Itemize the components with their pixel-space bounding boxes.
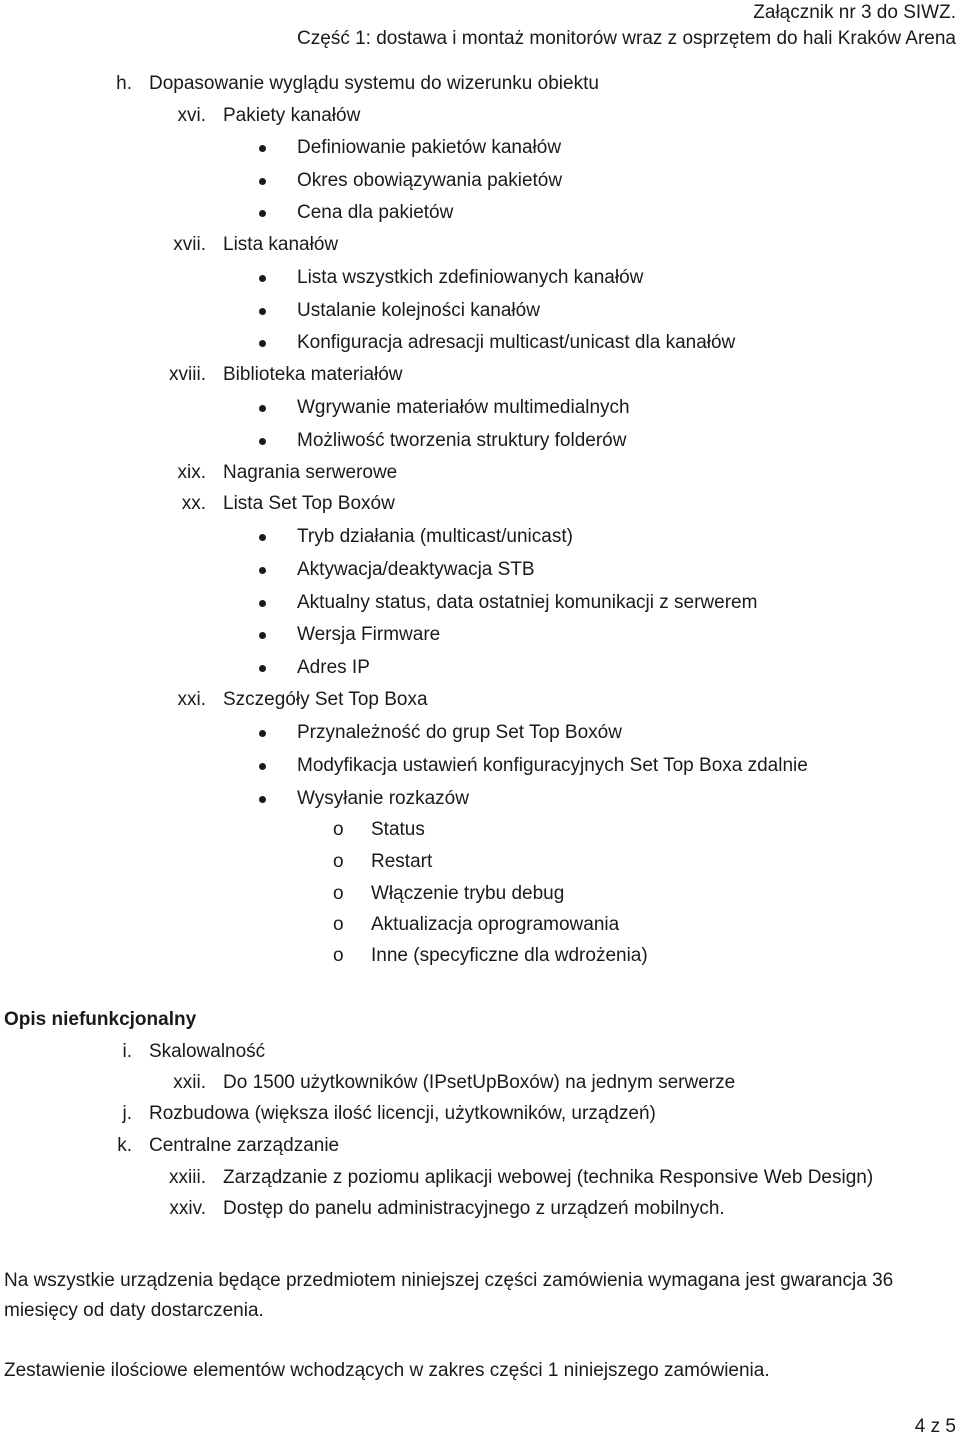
bullet-icon	[259, 632, 266, 639]
circle-bullet-icon: o	[333, 851, 344, 872]
list-item-text: Skalowalność	[149, 1041, 266, 1062]
sub-bullet-text: Włączenie trybu debug	[371, 883, 565, 904]
section-heading-text: Opis niefunkcjonalny	[4, 1009, 197, 1030]
circle-bullet-icon: o	[333, 945, 344, 966]
list-item-text: Lista Set Top Boxów	[223, 493, 395, 514]
list-marker: xvii.	[173, 234, 206, 255]
bullet-icon	[259, 600, 266, 607]
bullet-icon	[259, 534, 266, 541]
list-item-text: Pakiety kanałów	[223, 105, 361, 126]
list-item-text: Dostęp do panelu administracyjnego z urządzeń mobilnych.	[223, 1198, 725, 1219]
list-marker: xix.	[177, 462, 206, 483]
sub-bullet-text: Status	[371, 819, 425, 840]
list-marker: xvi.	[177, 105, 206, 126]
summary-paragraph: Zestawienie ilościowe elementów wchodzących w zakres części 1 niniejszego zamówienia.	[4, 1360, 770, 1381]
bullet-icon	[259, 763, 266, 770]
bullet-text: Wgrywanie materiałów multimedialnych	[297, 397, 630, 418]
bullet-text: Adres IP	[297, 657, 370, 678]
bullet-text: Tryb działania (multicast/unicast)	[297, 526, 573, 547]
bullet-icon	[259, 210, 266, 217]
bullet-text: Okres obowiązywania pakietów	[297, 170, 563, 191]
list-item-text: Zarządzanie z poziomu aplikacji webowej (technika Responsive Web Design)	[223, 1167, 874, 1188]
bullet-text: Przynależność do grup Set Top Boxów	[297, 722, 622, 743]
bullet-text: Wysyłanie rozkazów	[297, 788, 469, 809]
bullet-text: Lista wszystkich zdefiniowanych kanałów	[297, 267, 644, 288]
circle-bullet-icon: o	[333, 914, 344, 935]
list-marker: xx.	[181, 493, 206, 514]
bullet-icon	[259, 665, 266, 672]
bullet-text: Aktywacja/deaktywacja STB	[297, 559, 535, 580]
bullet-icon	[259, 567, 266, 574]
list-item-text: Rozbudowa (większa ilość licencji, użytkowników, urządzeń)	[149, 1103, 656, 1124]
bullet-icon	[259, 308, 266, 315]
circle-bullet-icon: o	[333, 819, 344, 840]
bullet-text: Konfiguracja adresacji multicast/unicast dla kanałów	[297, 332, 736, 353]
warranty-paragraph: Na wszystkie urządzenia będące przedmiotem niniejszej części zamówienia wymagana jest gwarancja 36 miesięcy od daty dostarczenia.	[4, 1270, 894, 1321]
list-item-text: Nagrania serwerowe	[223, 462, 398, 483]
bullet-icon	[259, 275, 266, 282]
sub-bullet-text: Restart	[371, 851, 433, 872]
bullet-text: Cena dla pakietów	[297, 202, 454, 223]
list-marker: h.	[116, 73, 132, 94]
bullet-text: Aktualny status, data ostatniej komunikacji z serwerem	[297, 592, 758, 613]
bullet-text: Możliwość tworzenia struktury folderów	[297, 430, 627, 451]
header-attachment-label: Załącznik nr 3 do SIWZ.	[753, 2, 956, 23]
bullet-icon	[259, 796, 266, 803]
list-item-text: Do 1500 użytkowników (IPsetUpBoxów) na jednym serwerze	[223, 1072, 736, 1093]
bullet-icon	[259, 178, 266, 185]
bullet-icon	[259, 145, 266, 152]
list-item-text: Szczegóły Set Top Boxa	[223, 689, 428, 710]
bullet-text: Wersja Firmware	[297, 624, 441, 645]
bullet-icon	[259, 438, 266, 445]
list-item-text: Dopasowanie wyglądu systemu do wizerunku obiektu	[149, 73, 599, 94]
sub-bullet-text: Inne (specyficzne dla wdrożenia)	[371, 945, 648, 966]
list-marker: xxii.	[173, 1072, 206, 1093]
list-item-text: Centralne zarządzanie	[149, 1135, 340, 1156]
list-item-text: Biblioteka materiałów	[223, 364, 403, 385]
bullet-text: Ustalanie kolejności kanałów	[297, 300, 540, 321]
bullet-text: Modyfikacja ustawień konfiguracyjnych Set Top Boxa zdalnie	[297, 755, 808, 776]
list-marker: xxiv.	[169, 1198, 206, 1219]
bullet-text: Definiowanie pakietów kanałów	[297, 137, 562, 158]
page-header	[297, 0, 956, 52]
list-item-text: Lista kanałów	[223, 234, 339, 255]
list-marker: k.	[117, 1135, 132, 1156]
page-number: 4 z 5	[914, 1416, 956, 1437]
list-marker: xviii.	[169, 364, 206, 385]
bullet-icon	[259, 405, 266, 412]
list-marker: xxiii.	[169, 1167, 206, 1188]
header-part-title: Część 1: dostawa i montaż monitorów wraz z osprzętem do hali Kraków Arena	[297, 28, 956, 49]
sub-bullet-text: Aktualizacja oprogramowania	[371, 914, 620, 935]
list-marker: i.	[122, 1041, 132, 1062]
list-marker: j.	[122, 1103, 132, 1124]
list-marker: xxi.	[177, 689, 206, 710]
circle-bullet-icon: o	[333, 883, 344, 904]
bullet-icon	[259, 340, 266, 347]
bullet-icon	[259, 730, 266, 737]
